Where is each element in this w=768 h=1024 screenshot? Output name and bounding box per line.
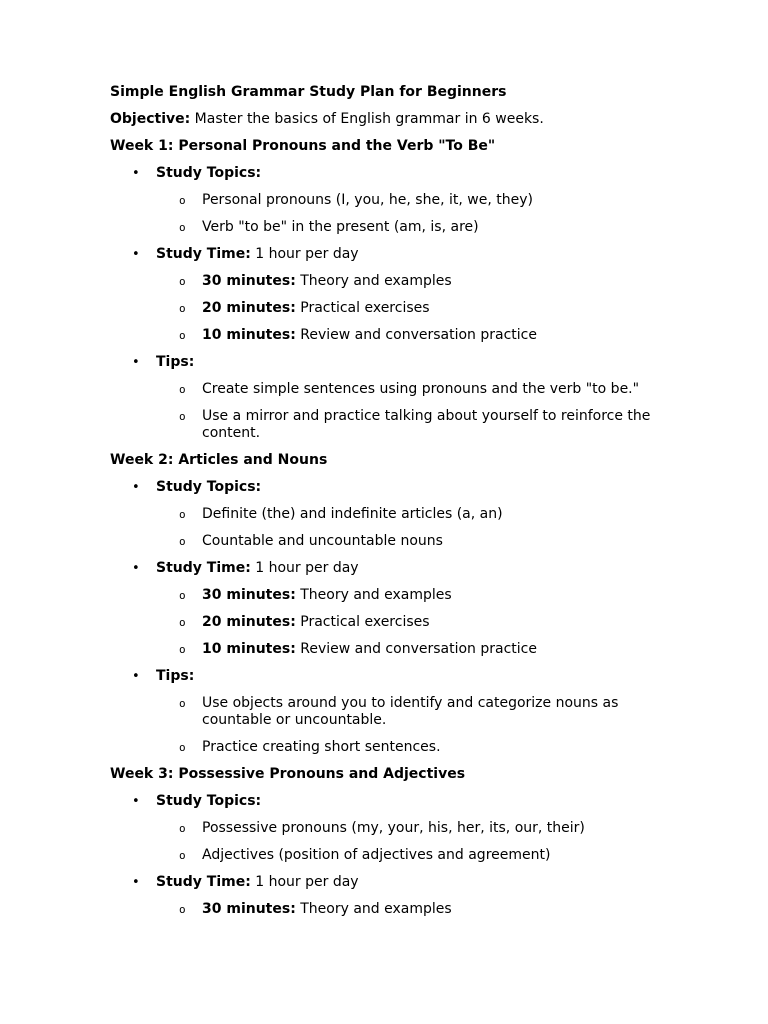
sub-bullet: o bbox=[179, 329, 186, 342]
week-2-heading: Week 2: Articles and Nouns bbox=[110, 452, 328, 468]
sub-bullet: o bbox=[179, 849, 186, 862]
study-topics-list bbox=[156, 506, 670, 550]
study-topics-label: Study Topics: bbox=[156, 479, 262, 495]
study-time-item bbox=[110, 560, 670, 658]
document-page bbox=[110, 84, 670, 928]
sub-bullet: o bbox=[179, 410, 186, 423]
bullet: • bbox=[132, 794, 140, 809]
list-item: o 30 minutes: Theory and examples bbox=[179, 273, 452, 289]
objective-text: Master the basics of English grammar in 6 weeks. bbox=[190, 111, 544, 127]
tips-item bbox=[110, 354, 670, 442]
list-item: o 30 minutes: Theory and examples bbox=[179, 587, 452, 603]
sub-bullet: o bbox=[179, 383, 186, 396]
sub-bullet: o bbox=[179, 903, 186, 916]
week-3-list bbox=[110, 793, 670, 918]
week-2-list bbox=[110, 479, 670, 756]
study-time-list bbox=[156, 901, 670, 918]
week-1-list bbox=[110, 165, 670, 442]
sub-bullet: o bbox=[179, 194, 186, 207]
study-time-value: 1 hour per day bbox=[250, 560, 359, 576]
study-topics-item bbox=[110, 165, 670, 236]
bullet: • bbox=[132, 480, 140, 495]
week-1-heading: Week 1: Personal Pronouns and the Verb "To Be" bbox=[110, 138, 496, 154]
study-topics-label: Study Topics: bbox=[156, 793, 262, 809]
list-item: o Create simple sentences using pronouns and the verb "to be." bbox=[179, 381, 640, 397]
study-time-value: 1 hour per day bbox=[250, 874, 359, 890]
study-time-list bbox=[156, 587, 670, 658]
study-time-item bbox=[110, 246, 670, 344]
study-topics-list bbox=[156, 192, 670, 236]
list-item: o Verb "to be" in the present (am, is, are) bbox=[179, 219, 479, 235]
list-item: o Countable and uncountable nouns bbox=[179, 533, 443, 549]
list-item: o Use a mirror and practice talking about yourself to reinforce the content. bbox=[179, 408, 651, 441]
sub-bullet: o bbox=[179, 508, 186, 521]
bullet: • bbox=[132, 669, 140, 684]
study-time-label: Study Time: bbox=[156, 560, 251, 576]
study-topics-list bbox=[156, 820, 670, 864]
tips-list bbox=[156, 381, 670, 442]
study-topics-item bbox=[110, 479, 670, 550]
study-time-label: Study Time: bbox=[156, 874, 251, 890]
list-item: o 20 minutes: Practical exercises bbox=[179, 300, 430, 316]
objective-label: Objective: bbox=[110, 111, 191, 127]
sub-bullet: o bbox=[179, 589, 186, 602]
sub-bullet: o bbox=[179, 643, 186, 656]
sub-bullet: o bbox=[179, 616, 186, 629]
list-item: o Possessive pronouns (my, your, his, her, its, our, their) bbox=[179, 820, 585, 836]
list-item: o Personal pronouns (I, you, he, she, it, we, they) bbox=[179, 192, 533, 208]
sub-bullet: o bbox=[179, 302, 186, 315]
list-item: o Definite (the) and indefinite articles (a, an) bbox=[179, 506, 503, 522]
study-time-label: Study Time: bbox=[156, 246, 251, 262]
study-time-value: 1 hour per day bbox=[250, 246, 359, 262]
sub-bullet: o bbox=[179, 697, 186, 710]
objective-line bbox=[110, 111, 670, 128]
list-item: o 30 minutes: Theory and examples bbox=[179, 901, 452, 917]
study-topics-label: Study Topics: bbox=[156, 165, 262, 181]
bullet: • bbox=[132, 875, 140, 890]
tips-label: Tips: bbox=[156, 354, 195, 370]
bullet: • bbox=[132, 247, 140, 262]
tips-item bbox=[110, 668, 670, 756]
list-item: o Practice creating short sentences. bbox=[179, 739, 441, 755]
sub-bullet: o bbox=[179, 535, 186, 548]
study-time-item bbox=[110, 874, 670, 918]
bullet: • bbox=[132, 561, 140, 576]
list-item: o 10 minutes: Review and conversation practice bbox=[179, 327, 537, 343]
sub-bullet: o bbox=[179, 275, 186, 288]
list-item: o 20 minutes: Practical exercises bbox=[179, 614, 430, 630]
bullet: • bbox=[132, 166, 140, 181]
tips-list bbox=[156, 695, 670, 756]
sub-bullet: o bbox=[179, 741, 186, 754]
week-3-heading: Week 3: Possessive Pronouns and Adjectives bbox=[110, 766, 466, 782]
study-topics-item bbox=[110, 793, 670, 864]
list-item: o Adjectives (position of adjectives and agreement) bbox=[179, 847, 551, 863]
sub-bullet: o bbox=[179, 822, 186, 835]
study-time-list bbox=[156, 273, 670, 344]
bullet: • bbox=[132, 355, 140, 370]
list-item: o 10 minutes: Review and conversation practice bbox=[179, 641, 537, 657]
document-title: Simple English Grammar Study Plan for Beginners bbox=[110, 84, 507, 100]
sub-bullet: o bbox=[179, 221, 186, 234]
list-item: o Use objects around you to identify and categorize nouns as countable or uncountable. bbox=[179, 695, 619, 728]
tips-label: Tips: bbox=[156, 668, 195, 684]
